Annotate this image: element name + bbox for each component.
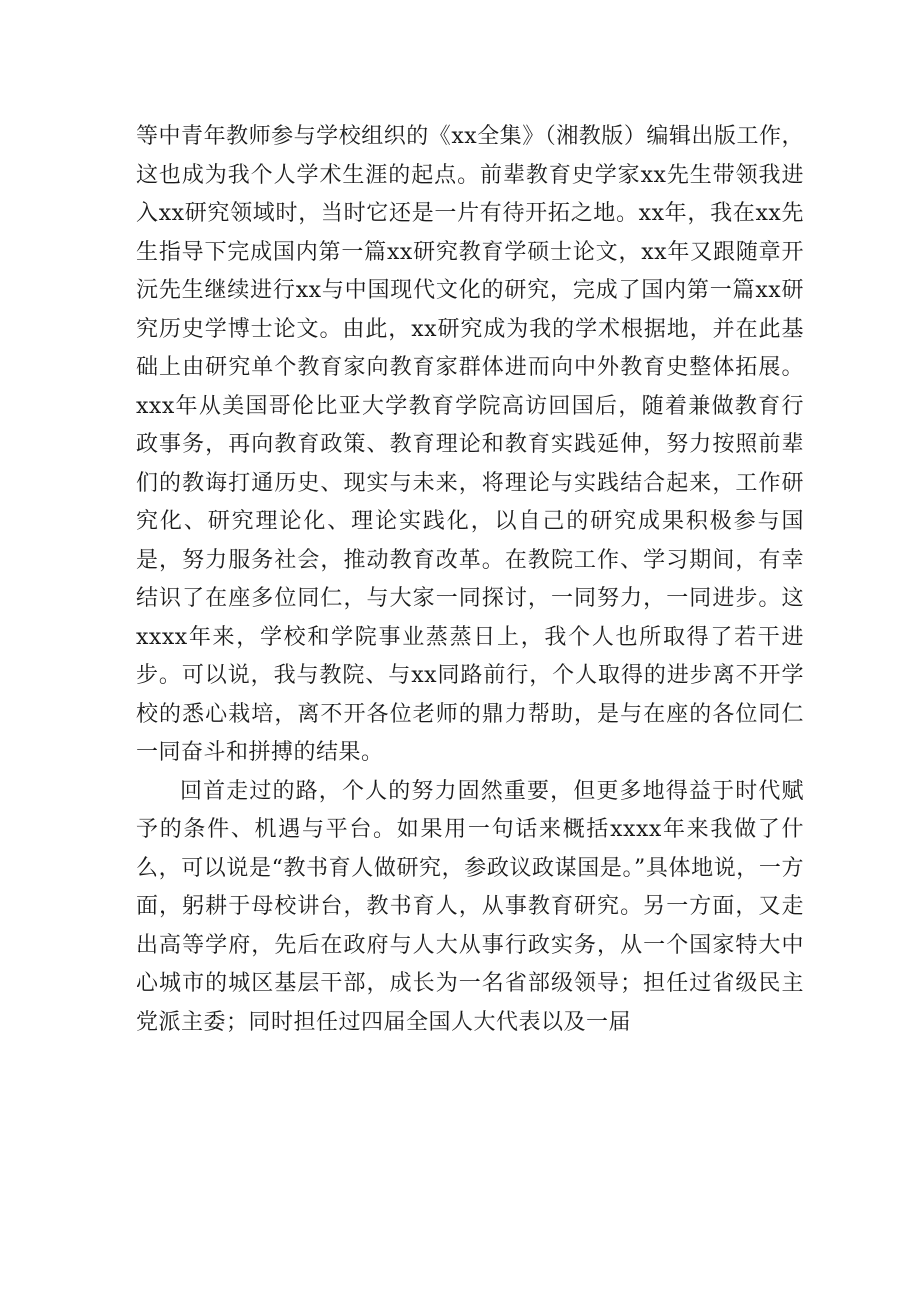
paragraph-2: 回首走过的路，个人的努力固然重要，但更多地得益于时代赋予的条件、机遇与平台。如果用一句话来概括xxxx年来我做了什么，可以说是“教书育人做研究，参政议政谋国是。”具体地说，一方面，躬耕于母校讲台，教书育人，从事教育研究。另一方面，又走出高等学府，先后在政府与人大从事行政实务，从一个国家特大中心城市的城区基层干部，成长为一名省部级领导；担任过省级民主党派主委；同时担任过四届全国人大代表以及一届 (136, 778, 804, 1035)
document-body (136, 118, 804, 1042)
paragraph-1: 等中青年教师参与学校组织的《xx全集》（湘教版）编辑出版工作，这也成为我个人学术生涯的起点。前辈教育史学家xx先生带领我进入xx研究领域时，当时它还是一片有待开拓之地。xx年，我在xx先生指导下完成国内第一篇xx研究教育学硕士论文，xx年又跟随章开沅先生继续进行xx与中国现代文化的研究，完成了国内第一篇xx研究历史学博士论文。由此，xx研究成为我的学术根据地，并在此基础上由研究单个教育家向教育家群体进而向中外教育史整体拓展。xxx年从美国哥伦比亚大学教育学院高访回国后，随着兼做教育行政事务，再向教育政策、教育理论和教育实践延伸，努力按照前辈们的教诲打通历史、现实与未来，将理论与实践结合起来，工作研究化、研究理论化、理论实践化，以自己的研究成果积极参与国是，努力服务社会，推动教育改革。在教院工作、学习期间，有幸结识了在座多位同仁，与大家一同探讨，一同努力，一同进步。这xxxx年来，学校和学院事业蒸蒸日上，我个人也所取得了若干进步。可以说，我与教院、与xx同路前行，个人取得的进步离不开学校的悉心栽培，离不开各位老师的鼎力帮助，是与在座的各位同仁一同奋斗和拼搏的结果。 (136, 124, 804, 765)
